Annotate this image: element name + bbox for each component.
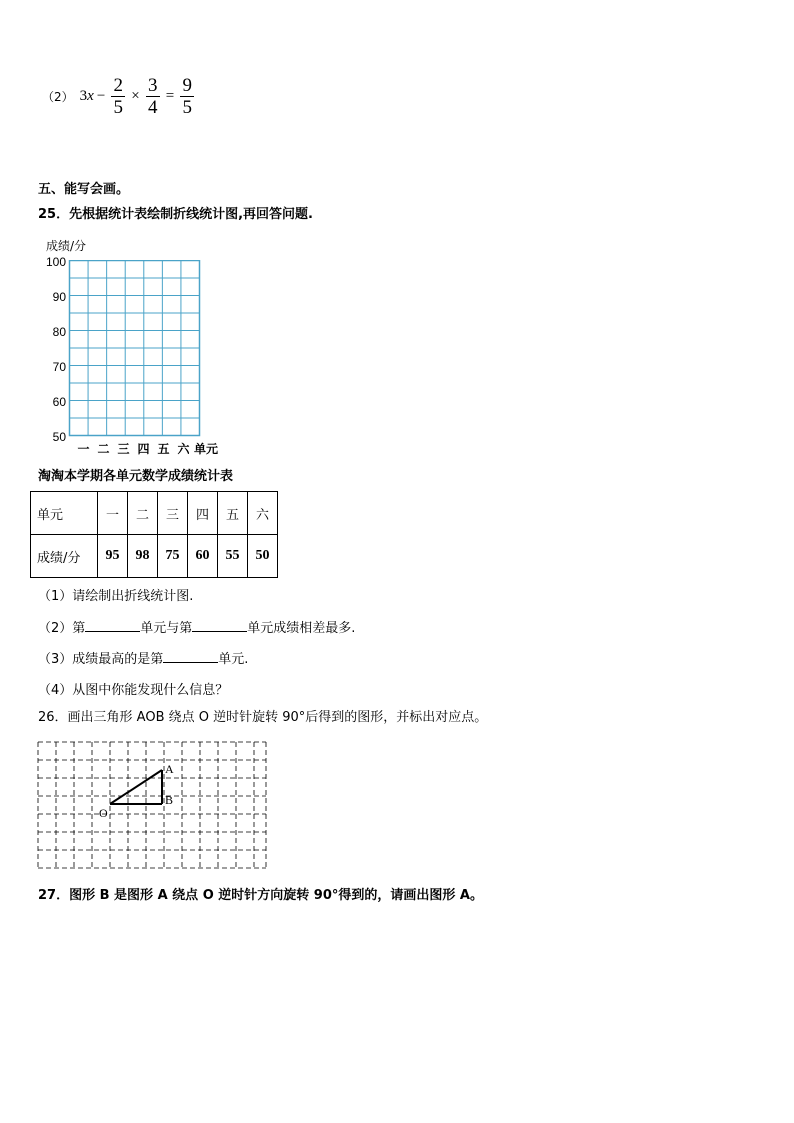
point-b-label: B [165,793,174,807]
equation-2 [42,76,197,116]
table-cell-unit: 四 [188,492,218,535]
q25-title: 25．先根据统计表绘制折线统计图,再回答问题. [38,207,313,222]
table-cell-score: 98 [128,535,158,578]
table-cell-unit: 一 [98,492,128,535]
q25-sub3-part-a: （3）成绩最高的是第 [38,652,164,667]
fraction-1 [111,76,125,117]
q26-title: 26．画出三角形 AOB 绕点 O 逆时针旋转 90°后得到的图形，并标出对应点。 [38,710,488,725]
table-cell-score: 75 [158,535,188,578]
chart-y-axis-label: 成绩/分 [46,239,87,253]
equals-sign: = [165,87,175,104]
q25-sub2-part-b: 单元与第 [140,621,193,636]
x-tick: 一 [77,442,90,456]
x-axis-label: 单元 [194,442,219,456]
x-tick: 二 [97,442,110,456]
table-cell-score: 55 [218,535,248,578]
table-row [31,492,278,535]
y-tick: 50 [52,430,66,444]
q25-sub3 [38,648,248,667]
x-tick: 五 [157,442,170,456]
times-sign: × [131,87,140,104]
equation-variable: x [87,87,94,104]
table-row [31,535,278,578]
answer-blank[interactable] [163,650,218,663]
y-tick: 70 [52,360,66,374]
fraction-3 [180,76,194,117]
equation-label: （2） [42,89,74,104]
fraction-3-numerator: 9 [182,74,192,96]
table-cell-unit: 二 [128,492,158,535]
fraction-1-numerator: 2 [113,74,124,96]
q25-sub3-part-b: 单元. [218,652,249,667]
triangle-aob [110,770,162,804]
minus-sign: − [96,87,106,104]
fraction-3-denominator: 5 [182,96,192,118]
equation-coef: 3 [79,87,88,104]
fraction-2-numerator: 3 [148,74,158,96]
table-cell-unit: 六 [248,492,278,535]
x-tick: 三 [117,442,130,456]
y-tick: 90 [52,290,66,304]
x-tick: 六 [177,442,190,456]
point-o-label: O [99,806,108,820]
q25-sub1: （1）请绘制出折线统计图. [38,589,194,604]
fraction-1-denominator: 5 [113,96,124,118]
answer-blank[interactable] [192,619,247,632]
q25-sub2-part-a: （2）第 [38,621,86,636]
section-heading-5: 五、能写会画。 [38,182,130,197]
q25-sub2 [38,617,355,636]
y-tick: 100 [45,255,66,269]
rotation-grid [36,740,270,870]
fraction-2-denominator: 4 [148,96,158,118]
fraction-2 [146,76,160,117]
table-cell-score: 95 [98,535,128,578]
answer-blank[interactable] [85,619,140,632]
y-tick: 60 [52,395,66,409]
table-title: 淘淘本学期各单元数学成绩统计表 [38,469,234,484]
table-cell-unit: 五 [218,492,248,535]
y-tick: 80 [52,325,66,339]
q27-title: 27．图形 B 是图形 A 绕点 O 逆时针方向旋转 90°得到的，请画出图形 A。 [38,888,483,903]
q25-sub4: （4）从图中你能发现什么信息？ [38,683,229,698]
table-cell-score: 50 [248,535,278,578]
score-table [30,491,278,578]
table-header-unit: 单元 [31,492,98,535]
x-tick: 四 [137,442,150,456]
table-cell-unit: 三 [158,492,188,535]
table-cell-score: 60 [188,535,218,578]
point-a-label: A [165,762,174,776]
score-grid [68,260,202,438]
table-header-score: 成绩/分 [31,535,98,578]
q25-sub2-part-c: 单元成绩相差最多. [247,621,356,636]
